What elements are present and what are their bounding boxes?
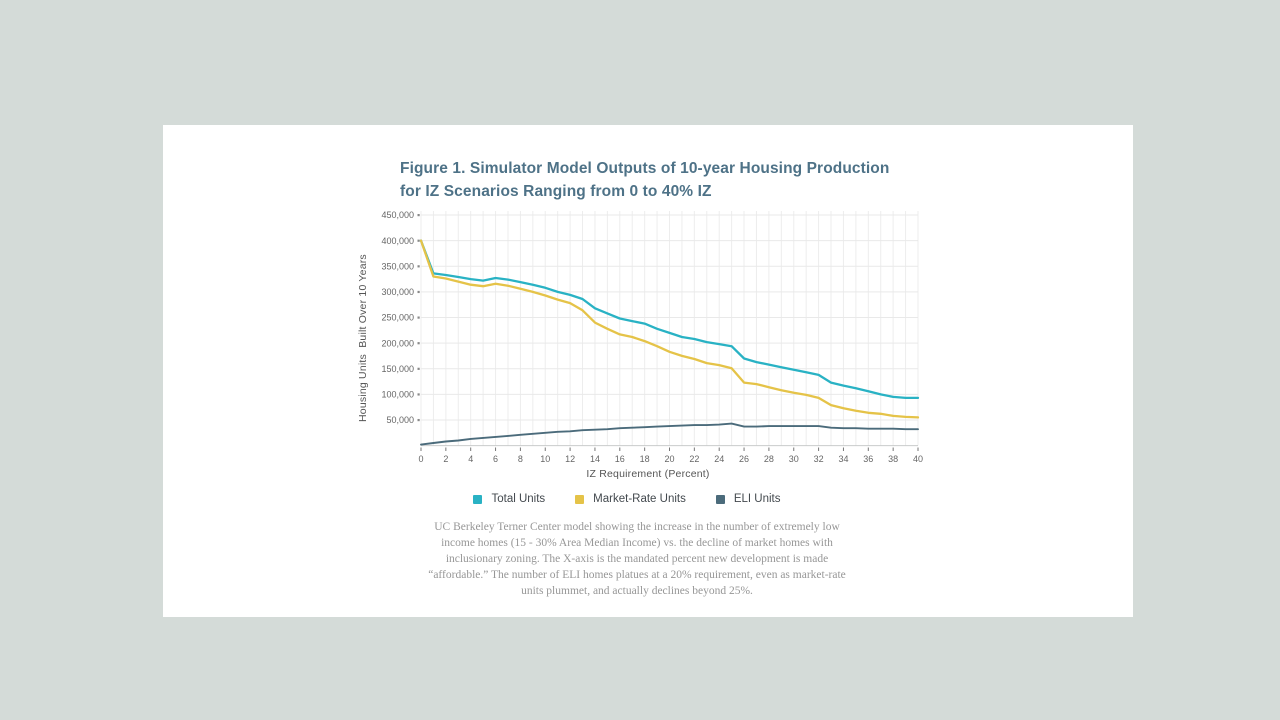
y-tick-label: 300,000 — [381, 287, 414, 298]
y-tick-label: 250,000 — [381, 312, 414, 323]
y-tick-label: 350,000 — [381, 261, 414, 272]
x-tick-label: 2 — [443, 454, 449, 464]
x-axis-title: IZ Requirement (Percent) — [586, 468, 710, 480]
figure-caption: UC Berkeley Terner Center model showing the increase in the number of extremely low income homes (15 - 30% Area Median Income) vs. the decline of market homes with inclusionary zoning. The X-axis is the mandated percent new development is made “affordable.” The number of ELI homes platues at a 20% requirement, even as market-rate units plummet, and actually declines beyond 25%. — [428, 521, 846, 597]
legend-marker-market-rate-units-icon — [575, 495, 584, 504]
y-tick-label: 200,000 — [381, 338, 414, 349]
legend-label-total-units: Total Units — [491, 493, 546, 505]
legend-marker-total-units-icon — [473, 495, 482, 504]
x-tick-label: 24 — [714, 454, 725, 464]
x-tick-label: 18 — [639, 454, 650, 464]
x-tick-label: 6 — [493, 454, 499, 464]
x-tick-label: 0 — [418, 454, 424, 464]
figure-card — [163, 125, 1133, 617]
y-tick-label: 100,000 — [381, 389, 414, 400]
gridlines — [421, 211, 918, 446]
x-tick-label: 22 — [689, 454, 700, 464]
chart-legend — [327, 493, 927, 505]
y-axis-ticks — [381, 210, 419, 425]
legend-item-market-rate-units — [575, 493, 686, 505]
x-tick-label: 4 — [468, 454, 474, 464]
x-tick-label: 20 — [664, 454, 675, 464]
x-tick-label: 28 — [763, 454, 774, 464]
x-tick-label: 26 — [739, 454, 750, 464]
x-tick-label: 12 — [565, 454, 576, 464]
x-tick-label: 34 — [838, 454, 849, 464]
figure-title — [400, 157, 889, 203]
x-tick-label: 36 — [863, 454, 874, 464]
legend-label-market-rate-units: Market-Rate Units — [593, 493, 686, 505]
y-axis-title: Housing Units Built Over 10 Years — [357, 254, 369, 422]
x-tick-label: 10 — [540, 454, 551, 464]
y-tick-label: 150,000 — [381, 363, 414, 374]
x-tick-label: 16 — [614, 454, 625, 464]
legend-label-eli-units: ELI Units — [733, 493, 781, 505]
legend-item-eli-units — [716, 493, 781, 505]
y-tick-label: 400,000 — [381, 235, 414, 246]
x-tick-label: 8 — [517, 454, 523, 464]
legend-item-total-units — [473, 493, 545, 505]
legend-marker-eli-units-icon — [716, 495, 725, 504]
x-axis-ticks — [418, 448, 923, 465]
y-tick-label: 450,000 — [381, 210, 414, 221]
x-tick-label: 40 — [912, 454, 924, 464]
x-tick-label: 38 — [888, 454, 899, 464]
line-chart — [350, 205, 930, 475]
x-tick-label: 30 — [788, 454, 799, 464]
x-tick-label: 14 — [589, 454, 600, 464]
figure-title-line-2: for IZ Scenarios Ranging from 0 to 40% IZ — [400, 183, 712, 200]
y-tick-label: 50,000 — [386, 415, 414, 426]
x-tick-label: 32 — [813, 454, 824, 464]
figure-title-line-1: Figure 1. Simulator Model Outputs of 10-year Housing Production — [400, 160, 890, 177]
